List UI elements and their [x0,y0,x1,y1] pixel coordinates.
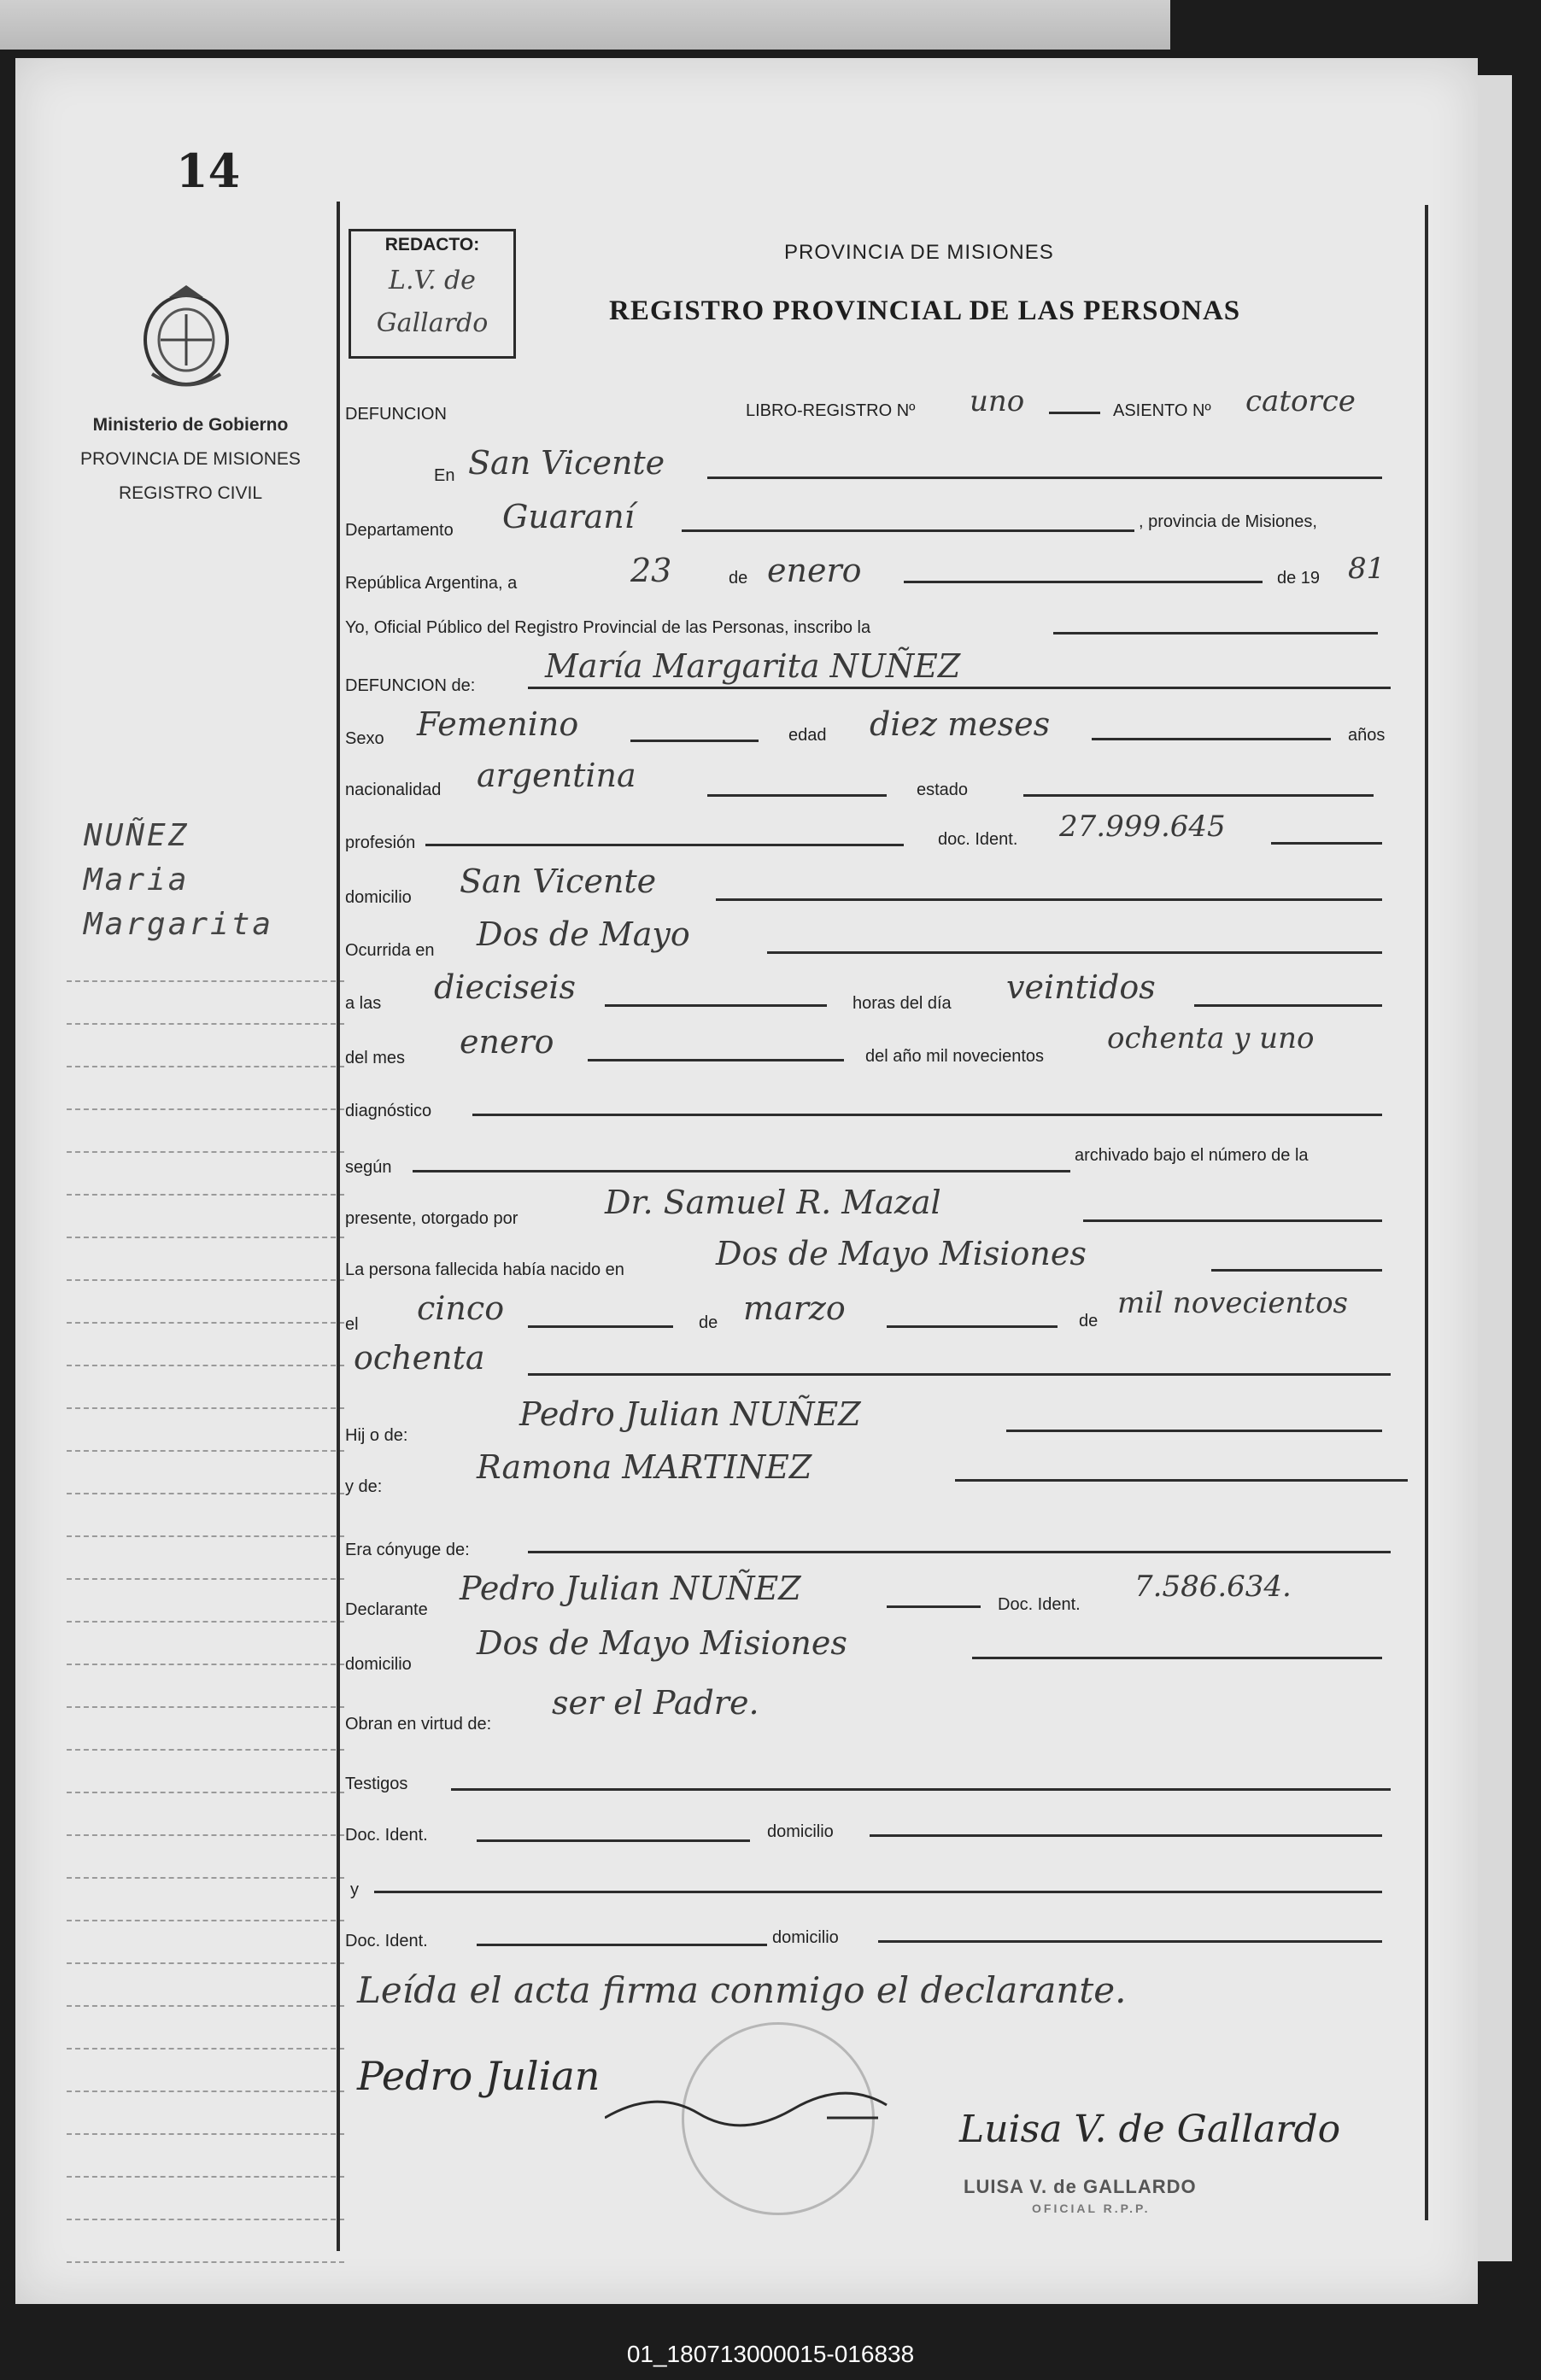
blank-line [413,1170,1070,1172]
ocurrida-value: Dos de Mayo [477,915,690,953]
nacionalidad-label: nacionalidad [345,781,442,799]
ministry-line-3: REGISTRO CIVIL [118,483,263,503]
register-page [15,58,1478,2304]
blank-line [1083,1219,1382,1222]
en-value: San Vicente [468,444,665,482]
blank-line [451,1788,1391,1791]
margin-ruled-line [67,1792,344,1793]
blank-line [682,529,1134,532]
defuncion-de-label: DEFUNCION de: [345,676,476,695]
nacido-label: La persona fallecida había nacido en [345,1260,624,1279]
departamento-value: Guaraní [502,498,635,535]
blank-line [528,1373,1391,1376]
de-mil-value: mil novecientos [1117,1286,1349,1320]
de-mil-label: de [1079,1312,1099,1330]
segun-label: según [345,1158,392,1177]
image-caption: 01_180713000015-016838 [626,2341,915,2367]
blank-line [605,1004,827,1007]
page-number: 14 [176,143,241,198]
margin-ruled-line [67,980,344,982]
margin-ruled-line [67,1877,344,1879]
margin-ruled-line [67,1706,344,1708]
doc-ident-label: doc. Ident. [938,830,1018,849]
margin-ruled-line [67,1834,344,1836]
oficial-text: Yo, Oficial Público del Registro Provincial de las Personas, inscribo la [345,618,871,637]
asiento-label: ASIENTO Nº [1113,401,1211,420]
margin-ruled-line [67,1151,344,1153]
el-label: el [345,1315,359,1334]
edad-value: diez meses [870,705,1051,743]
de-mes-value: marzo [743,1289,846,1327]
decl-domicilio-value: Dos de Mayo Misiones [477,1624,847,1662]
oficial-signature: Luisa V. de Gallardo [959,2108,1341,2151]
blank-line [374,1891,1382,1893]
del-mes-label: del mes [345,1049,406,1067]
departamento-label: Departamento [345,521,454,540]
del-anio-value: ochenta y uno [1107,1021,1315,1056]
form-left-border [337,202,340,2251]
margin-ruled-line [67,1493,344,1494]
blank-line [1271,842,1382,845]
margin-ruled-line [67,2176,344,2178]
t2-doc-label: Doc. Ident. [345,1932,428,1950]
ochenta-value: ochenta [354,1339,485,1377]
blank-line [1053,632,1378,634]
margin-ruled-line [67,2261,344,2263]
margin-ruled-line [67,1749,344,1751]
del-anio-label: del año mil novecientos [865,1047,1045,1066]
archivado-text: archivado bajo el número de la [1075,1146,1309,1165]
form-right-border [1425,205,1428,2220]
t1-domicilio-label: domicilio [767,1822,834,1841]
margin-ruled-line [67,2219,344,2220]
blank-line [1023,794,1374,797]
blank-line [425,844,904,846]
libro-label: LIBRO-REGISTRO Nº [746,401,916,420]
scan-edge-right [1478,75,1512,2261]
del-mes-value: enero [460,1023,554,1061]
presente-value: Dr. Samuel R. Mazal [605,1184,941,1221]
horas-label: horas del día [853,994,952,1013]
edad-label: edad [788,726,827,745]
margin-ruled-line [67,1066,344,1067]
blank-line [1006,1430,1382,1432]
margin-ruled-line [67,2133,344,2135]
margin-ruled-line [67,1450,344,1452]
oficial-print-name: LUISA V. de GALLARDO [964,2176,1197,2197]
margin-ruled-line [67,1237,344,1238]
mes-value: enero [767,552,862,589]
hijo-label: Hij o de: [345,1426,408,1445]
blank-line [887,1325,1058,1328]
margin-note-surname: NUÑEZ [84,818,190,853]
nacido-value: Dos de Mayo Misiones [716,1235,1087,1272]
blank-line [870,1834,1382,1837]
redacto-value-1: L.V. de [389,266,476,295]
domicilio-value: San Vicente [460,863,657,900]
sexo-label: Sexo [345,729,384,748]
margin-ruled-line [67,1920,344,1921]
blank-line [707,794,887,797]
margin-ruled-line [67,1023,344,1025]
blank-line [472,1114,1382,1116]
blank-line [716,898,1382,901]
dia-value: 23 [630,552,672,589]
blank-line [1049,412,1100,414]
testigos-label: Testigos [345,1775,408,1793]
t2-domicilio-label: domicilio [772,1928,839,1947]
defuncion-de-value: María Margarita NUÑEZ [545,647,961,685]
redacto-box [349,229,516,359]
margin-ruled-line [67,1535,344,1537]
estado-label: estado [917,781,969,799]
blank-line [477,1944,767,1946]
presente-label: presente, otorgado por [345,1209,519,1228]
margin-ruled-line [67,1621,344,1623]
blank-line [955,1479,1408,1482]
oficial-print-title: OFICIAL R.P.P. [1032,2202,1151,2215]
declarante-label: Declarante [345,1600,428,1619]
blank-line [707,477,1382,479]
blank-line [1211,1269,1382,1272]
blank-line [630,740,759,742]
provincia-text: , provincia de Misiones, [1139,512,1317,531]
a-las-value: dieciseis [434,968,577,1006]
hijo-value: Pedro Julian NUÑEZ [519,1395,861,1433]
y-de-value: Ramona MARTINEZ [477,1448,812,1486]
blank-line [528,1551,1391,1553]
margin-note-name-2: Margarita [84,907,274,942]
leida-value: Leída el acta firma conmigo el declarante. [357,1969,1127,2011]
signature-flourish [605,2084,895,2135]
obran-label: Obran en virtud de: [345,1715,492,1734]
de-label: de [729,569,748,588]
y-label: y [350,1880,359,1899]
libro-value: uno [970,384,1025,418]
en-label: En [434,466,455,485]
header-province: PROVINCIA DE MISIONES [784,241,1054,264]
coat-of-arms-icon [135,280,237,391]
a-las-label: a las [345,994,382,1013]
ocurrida-label: Ocurrida en [345,941,435,960]
blank-line [477,1839,750,1842]
margin-ruled-line [67,2048,344,2050]
margin-ruled-line [67,1407,344,1409]
redacto-label: REDACTO: [384,235,480,254]
blank-line [528,1325,673,1328]
header-registry: REGISTRO PROVINCIAL DE LAS PERSONAS [609,295,1241,326]
obran-value: ser el Padre. [552,1684,759,1722]
blank-line [878,1940,1382,1943]
anio-value: 81 [1348,552,1386,586]
el-value: cinco [417,1289,505,1327]
declarante-value: Pedro Julian NUÑEZ [460,1570,801,1607]
t1-doc-label: Doc. Ident. [345,1826,428,1845]
de-mes-label: de [699,1313,718,1332]
sexo-value: Femenino [417,705,579,743]
redacto-value-2: Gallardo [376,308,489,338]
conyuge-label: Era cónyuge de: [345,1541,470,1559]
margin-ruled-line [67,1108,344,1110]
blank-line [1194,1004,1382,1007]
domicilio-label: domicilio [345,888,412,907]
profesion-label: profesión [345,833,416,852]
declarante-signature: Pedro Julian [357,2053,601,2099]
blank-line [528,687,1391,689]
margin-ruled-line [67,2005,344,2007]
margin-ruled-line [67,1322,344,1324]
margin-ruled-line [67,1194,344,1196]
horas-value: veintidos [1006,968,1156,1006]
margin-ruled-line [67,1279,344,1281]
blank-line [588,1059,844,1061]
asiento-value: catorce [1245,384,1356,418]
scan-edge-top [0,0,1170,50]
defuncion-title: DEFUNCION [345,405,447,424]
margin-ruled-line [67,1578,344,1580]
decl-doc-label: Doc. Ident. [998,1595,1081,1614]
blank-line [972,1657,1382,1659]
decl-doc-value: 7.586.634. [1134,1570,1292,1604]
ministry-line-1: Ministerio de Gobierno [92,415,289,435]
anios-label: años [1348,726,1386,745]
margin-ruled-line [67,1962,344,1964]
de-19-label: de 19 [1277,569,1321,588]
margin-ruled-line [67,2091,344,2092]
republica-label: República Argentina, a [345,574,518,593]
nacionalidad-value: argentina [477,757,636,794]
blank-line [887,1605,981,1608]
decl-domicilio-label: domicilio [345,1655,412,1674]
margin-note-name-1: Maria [84,863,190,898]
doc-ident-value: 27.999.645 [1059,810,1226,844]
diagnostico-label: diagnóstico [345,1102,432,1120]
blank-line [904,581,1263,583]
ministry-line-2: PROVINCIA DE MISIONES [80,449,301,469]
y-de-label: y de: [345,1477,383,1496]
margin-ruled-line [67,1664,344,1665]
margin-ruled-line [67,1365,344,1366]
blank-line [767,951,1382,954]
blank-line [1092,738,1331,740]
